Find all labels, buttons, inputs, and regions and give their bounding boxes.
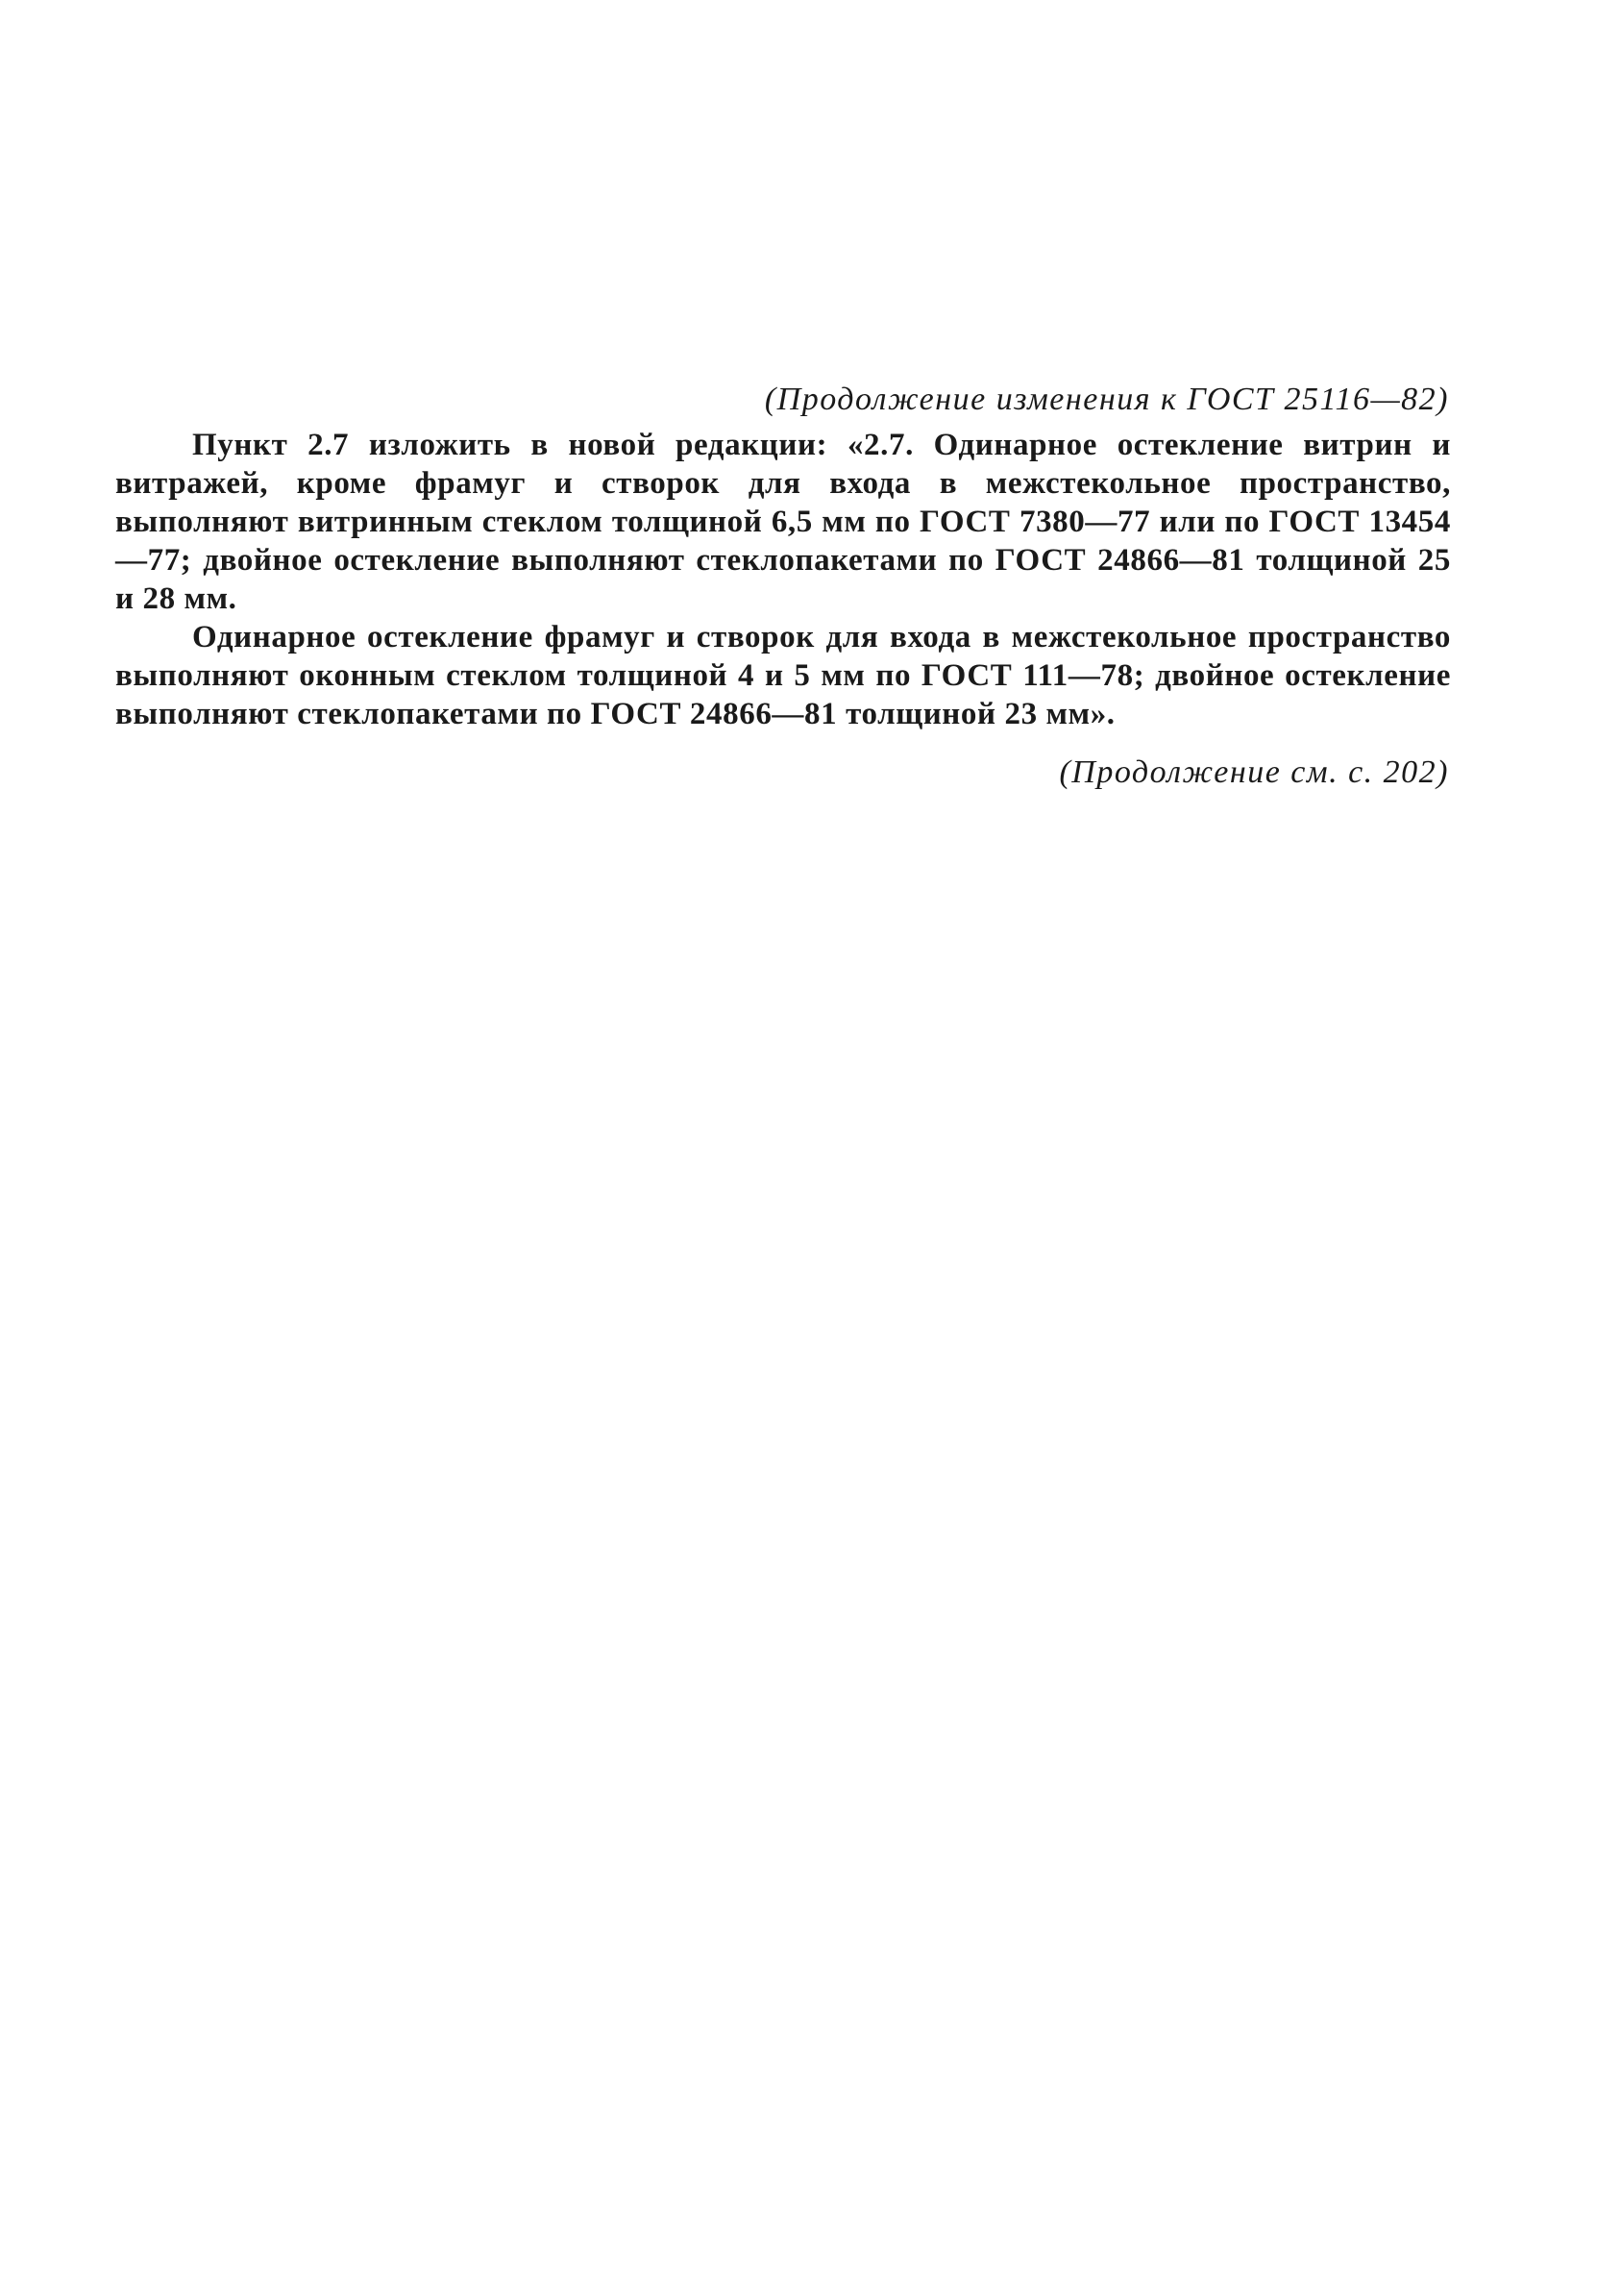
continuation-footer: (Продолжение см. с. 202) — [1059, 754, 1449, 790]
paragraph-transom-glazing: Одинарное остекление фрамуг и створок для входа в межстекольное пространство выполняют оконным стеклом толщиной 4 и 5 мм по ГОСТ 111—78; двойное остекление выполняют стеклопакетами по ГОСТ 24866—81 толщиной 23 мм». — [115, 620, 1451, 731]
document-page — [115, 380, 1451, 793]
continuation-header: (Продолжение изменения к ГОСТ 25116—82) — [764, 382, 1449, 417]
paragraph-clause-2-7: Пункт 2.7 изложить в новой редакции: «2.7. Одинарное остекление витрин и витражей, кроме фрамуг и створок для входа в межстекольное пространство, выполняют витринным стеклом толщиной 6,5 мм по ГОСТ 7380—77 или по ГОСТ 13454—77; двойное остекление выполняют стеклопакетами по ГОСТ 24866—81 толщиной 25 и 28 мм. — [115, 428, 1451, 616]
